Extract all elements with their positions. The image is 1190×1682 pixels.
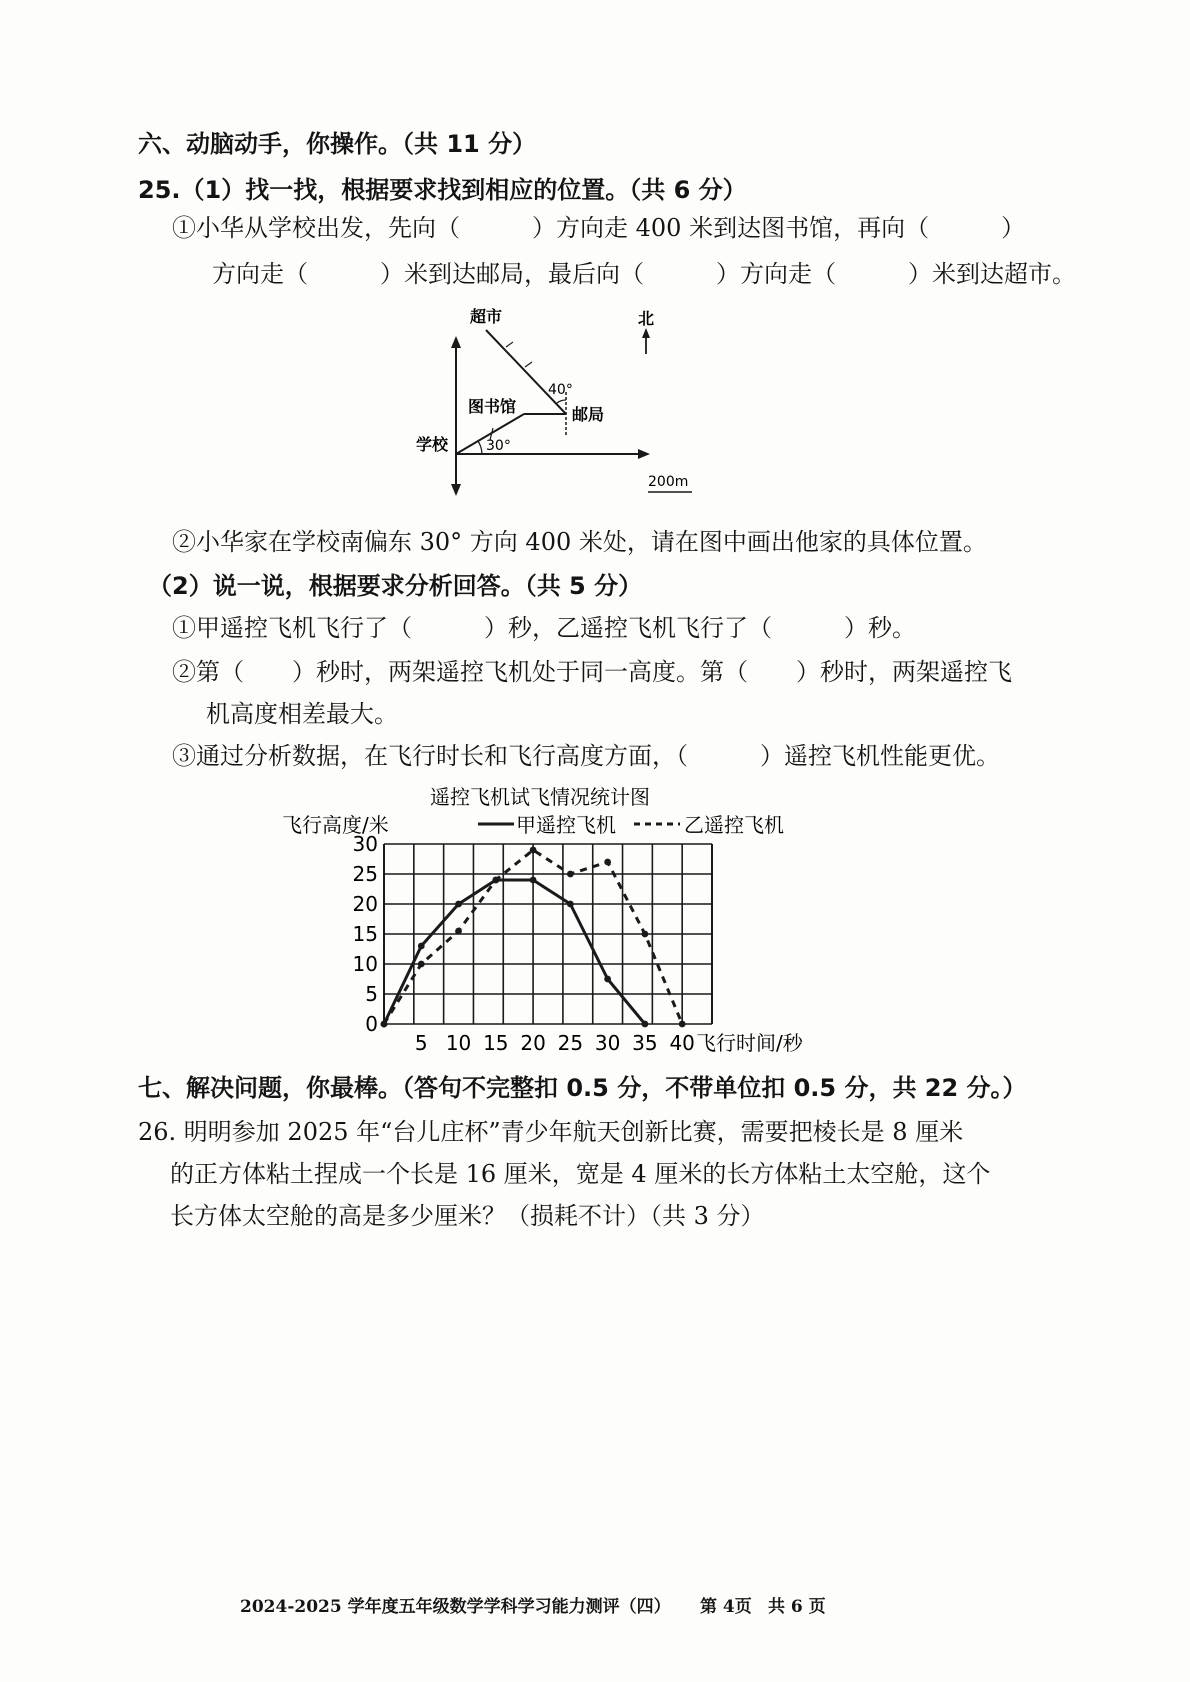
data-point-b [492,877,499,884]
legend-series-b: 乙遥控飞机 [684,813,784,837]
legend-series-a: 甲遥控飞机 [516,813,616,837]
q25-part2-q2-line1: ②第（ ）秒时，两架遥控飞机处于同一高度。第（ ）秒时，两架遥控飞 [172,658,1012,686]
x-tick-label: 35 [632,1031,658,1055]
data-point-a [567,901,574,908]
data-point-b [530,847,537,854]
y-tick-label: 30 [352,832,378,856]
data-point-b [455,928,462,935]
data-point-a [530,877,537,884]
footer-total-pages: 共 6 页 [768,1597,826,1617]
q26-line3: 长方体太空舱的高是多少厘米？（损耗不计）（共 3 分） [170,1202,765,1230]
y-tick-label: 15 [352,922,378,946]
footer-page-number: 第 4页 [700,1597,752,1617]
y-tick-label: 5 [365,982,378,1006]
data-point-a [455,901,462,908]
q26-line2: 的正方体粘土捏成一个长是 16 厘米，宽是 4 厘米的长方体粘土太空舱，这个 [170,1160,991,1188]
x-tick-label: 10 [445,1031,472,1055]
label-library: 图书馆 [468,397,517,416]
flight-chart [270,780,850,1070]
map-up-arrow [451,336,461,348]
map-right-arrow [638,449,650,459]
q25-item2: ②小华家在学校南偏东 30° 方向 400 米处，请在图中画出他家的具体位置。 [172,528,987,556]
q25-part2-q3: ③通过分析数据，在飞行时长和飞行高度方面，（ ）遥控飞机性能更优。 [172,742,1000,770]
section-heading-7: 七、解决问题，你最棒。（答句不完整扣 0.5 分，不带单位扣 0.5 分，共 22 分。） [138,1074,1027,1102]
y-tick-label: 25 [352,862,378,886]
y-tick-label: 20 [352,892,378,916]
section-heading-6: 六、动脑动手，你操作。（共 11 分） [138,130,537,158]
data-point-a [642,1021,649,1028]
scale-label: 200m [648,474,689,490]
series-line-a [384,880,645,1024]
q25-part2-q2-line2: 机高度相差最大。 [206,700,398,728]
label-school: 学校 [416,435,449,454]
x-tick-label: 30 [594,1031,621,1055]
label-post-office: 邮局 [572,405,605,424]
data-point-b [642,931,649,938]
q25-part2-q1: ①甲遥控飞机飞行了（ ）秒，乙遥控飞机飞行了（ ）秒。 [172,614,916,642]
data-point-b [567,871,574,878]
label-angle-40: 40° [548,382,573,398]
q25-part2-title: （2）说一说，根据要求分析回答。（共 5 分） [148,572,643,600]
q25-item1-line1: ①小华从学校出发，先向（ ）方向走 400 米到达图书馆，再向（ ） [172,214,1026,242]
x-tick-label: 15 [483,1031,509,1055]
x-tick-label: 20 [520,1031,546,1055]
footer-exam-title: 2024-2025 学年度五年级数学学科学习能力测评（四） [240,1597,671,1617]
direction-map [410,300,720,500]
label-angle-30: 30° [486,438,511,454]
chart-x-label: 飞行时间/秒 [696,1031,803,1055]
x-tick-label: 5 [414,1031,428,1055]
data-point-b [604,859,611,866]
data-point-b [381,1021,388,1028]
data-point-a [418,943,425,950]
data-point-b [679,1021,686,1028]
chart-title: 遥控飞机试飞情况统计图 [430,785,650,809]
data-point-a [604,976,611,983]
q25-part1-title: 25.（1）找一找，根据要求找到相应的位置。（共 6 分） [138,176,747,204]
label-supermarket: 超市 [470,307,503,326]
north-label: 北 [638,309,655,328]
map-down-arrow [451,484,461,496]
chart-y-label: 飞行高度/米 [282,813,389,837]
q26-line1: 26. 明明参加 2025 年“台儿庄杯”青少年航天创新比赛，需要把棱长是 8 厘米 [138,1118,964,1146]
q25-item1-line2: 方向走（ ）米到达邮局，最后向（ ）方向走（ ）米到达超市。 [212,260,1076,288]
y-tick-label: 0 [365,1012,378,1036]
x-tick-label: 25 [557,1031,584,1055]
x-tick-label: 40 [669,1031,695,1055]
data-point-b [418,961,425,968]
y-tick-label: 10 [352,952,378,976]
